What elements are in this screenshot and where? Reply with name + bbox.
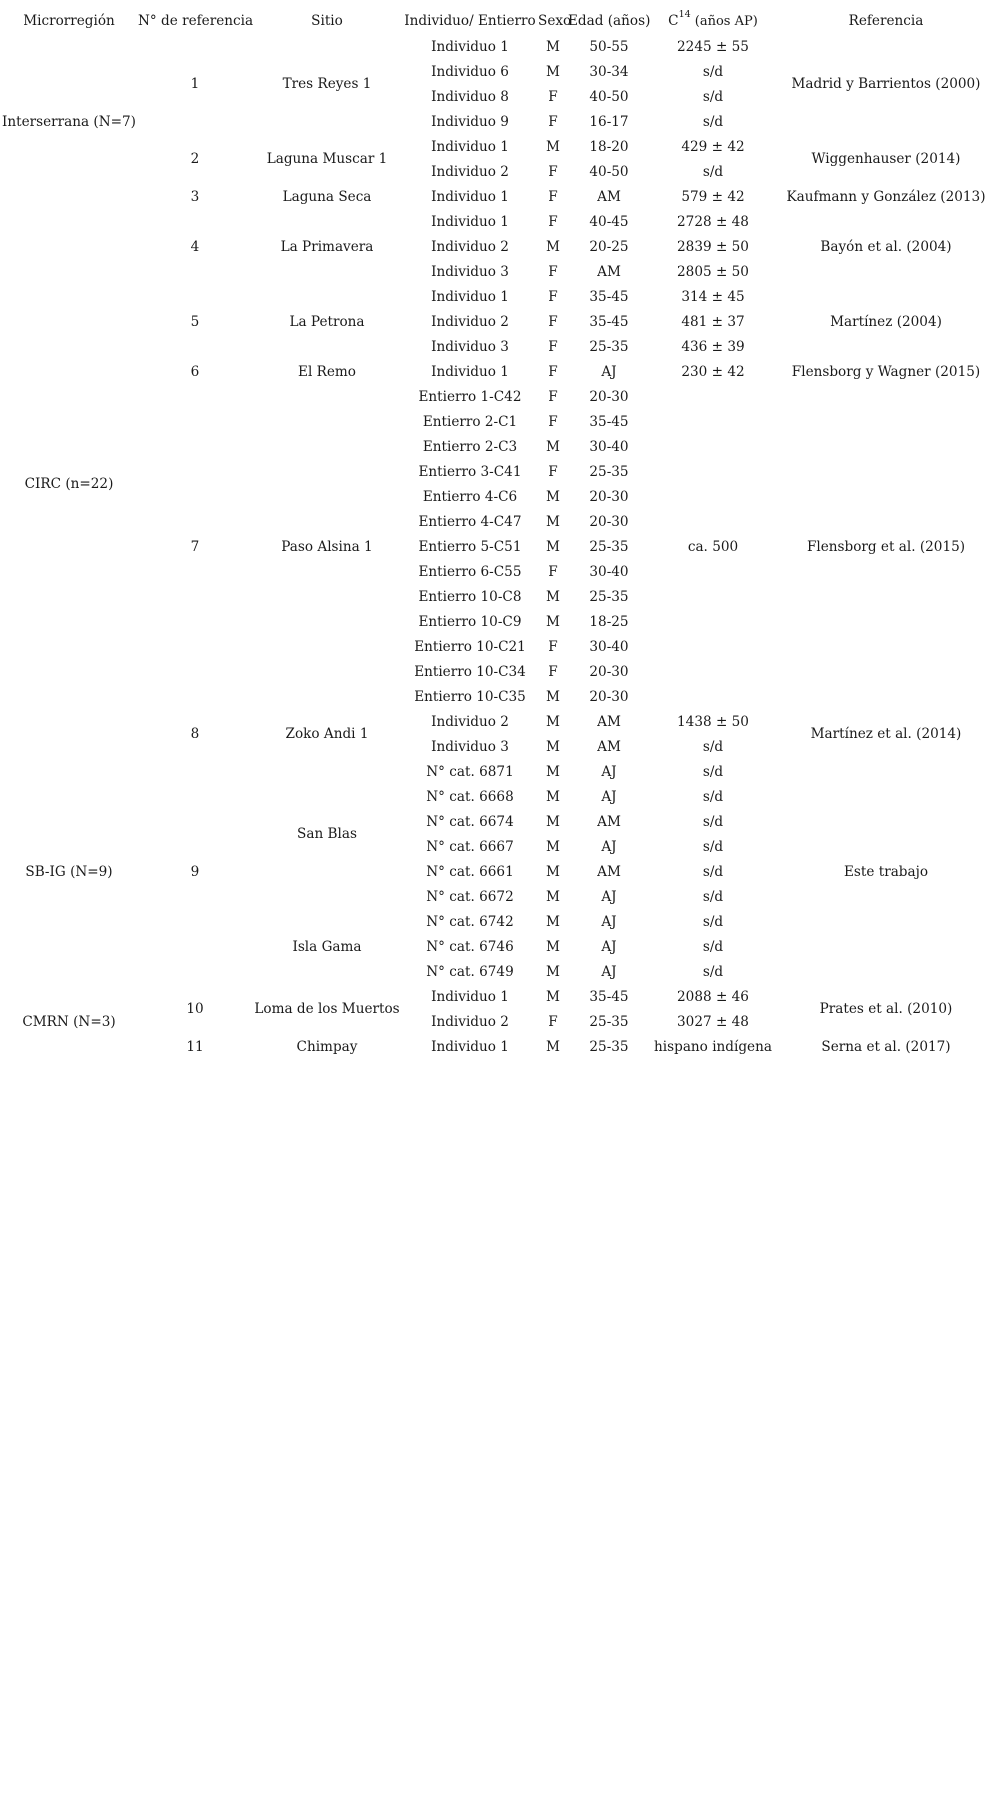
individual-cell: Individuo 1 (431, 213, 509, 230)
sex-cell: M (546, 238, 560, 255)
individual-cell: Entierro 10-C34 (414, 663, 526, 680)
individual-cell: Individuo 1 (431, 1038, 509, 1055)
table-row (0, 185, 996, 210)
sex-cell: F (548, 88, 558, 105)
age-cell: AM (597, 813, 621, 830)
individual-cell: Individuo 2 (431, 238, 509, 255)
site-cell: La Petrona (289, 313, 365, 330)
header-sex: Sexo (538, 12, 572, 29)
site-cell: Laguna Muscar 1 (266, 151, 388, 168)
individual-cell: Individuo 6 (431, 63, 509, 80)
individual-cell: Individuo 1 (431, 363, 509, 380)
header-microregion: Microrregión (23, 12, 115, 29)
site-cell: La Primavera (280, 238, 374, 255)
sex-cell: M (546, 588, 560, 605)
individual-cell: Individuo 3 (431, 263, 509, 280)
individual-cell: Individuo 3 (431, 338, 509, 355)
table-row (0, 760, 996, 785)
individual-cell: N° cat. 6661 (426, 863, 514, 880)
sex-cell: F (548, 288, 558, 305)
c14-cell: 429 ± 42 (681, 138, 745, 155)
sex-cell: M (546, 788, 560, 805)
reference-cell: Wiggenhauser (2014) (811, 151, 961, 168)
site-cell: Laguna Seca (282, 188, 372, 205)
individual-cell: Entierro 2-C1 (422, 413, 518, 430)
individual-cell: N° cat. 6749 (426, 963, 514, 980)
individual-cell: Entierro 4-C6 (422, 488, 518, 505)
individual-cell: Entierro 1-C42 (418, 388, 522, 405)
individual-cell: Individuo 1 (431, 188, 509, 205)
age-cell: 20-30 (589, 663, 629, 680)
age-cell: 25-35 (589, 538, 629, 555)
age-cell: AJ (601, 963, 617, 980)
age-cell: 50-55 (589, 38, 629, 55)
sex-cell: F (548, 413, 558, 430)
age-cell: AM (597, 188, 621, 205)
c14-cell: 1438 ± 50 (677, 713, 749, 730)
c14-cell: s/d (702, 838, 724, 855)
age-cell: 25-35 (589, 588, 629, 605)
sex-cell: M (546, 513, 560, 530)
sex-cell: M (546, 538, 560, 555)
ref-number-cell: 9 (190, 863, 200, 880)
site-cell: Tres Reyes 1 (282, 76, 372, 93)
individual-cell: Individuo 9 (431, 113, 509, 130)
age-cell: 35-45 (589, 313, 629, 330)
age-cell: 40-50 (589, 163, 629, 180)
c14-cell: s/d (702, 963, 724, 980)
individual-cell: Individuo 8 (431, 88, 509, 105)
sex-cell: F (548, 638, 558, 655)
individual-cell: N° cat. 6674 (426, 813, 514, 830)
header-c14 (650, 8, 776, 35)
c14-cell: s/d (702, 863, 724, 880)
sex-cell: F (548, 338, 558, 355)
table-row (0, 1035, 996, 1060)
table-row (0, 135, 996, 160)
microregion-cell: CMRN (N=3) (22, 1013, 116, 1030)
c14-cell: 3027 ± 48 (677, 1013, 749, 1030)
sex-cell: M (546, 813, 560, 830)
table-row (0, 385, 996, 410)
reference-cell: Flensborg et al. (2015) (806, 538, 966, 555)
c14-cell: 2728 ± 48 (677, 213, 749, 230)
sex-cell: F (548, 1013, 558, 1030)
age-cell: 20-25 (589, 238, 629, 255)
individual-cell: Individuo 1 (431, 288, 509, 305)
age-cell: 18-25 (589, 613, 629, 630)
age-cell: 40-45 (589, 213, 629, 230)
individual-cell: Individuo 1 (431, 138, 509, 155)
sex-cell: F (548, 213, 558, 230)
individual-cell: N° cat. 6667 (426, 838, 514, 855)
reference-cell: Este trabajo (844, 863, 928, 880)
individual-cell: Individuo 3 (431, 738, 509, 755)
individual-cell: Entierro 10-C8 (418, 588, 522, 605)
header-row (0, 8, 996, 35)
c14-cell: s/d (702, 113, 724, 130)
sex-cell: F (548, 363, 558, 380)
age-cell: 30-40 (589, 438, 629, 455)
microregion-cell: CIRC (n=22) (24, 476, 114, 493)
sex-cell: M (546, 938, 560, 955)
sex-cell: M (546, 738, 560, 755)
reference-cell: Kaufmann y González (2013) (786, 188, 986, 205)
c14-cell: s/d (702, 813, 724, 830)
c14-cell: 436 ± 39 (681, 338, 745, 355)
sex-cell: M (546, 713, 560, 730)
age-cell: 25-35 (589, 338, 629, 355)
table-body (0, 35, 996, 1060)
age-cell: 30-40 (589, 563, 629, 580)
c14-cell: s/d (702, 738, 724, 755)
sex-cell: M (546, 38, 560, 55)
c14-cell: 230 ± 42 (681, 363, 745, 380)
c14-cell: 579 ± 42 (681, 188, 745, 205)
ref-number-cell: 3 (190, 188, 200, 205)
microregion-cell: SB-IG (N=9) (25, 863, 113, 880)
sex-cell: M (546, 613, 560, 630)
site-cell: Zoko Andi 1 (285, 726, 369, 743)
ref-number-cell: 1 (190, 76, 200, 93)
ref-number-cell: 5 (190, 313, 200, 330)
age-cell: 25-35 (589, 1038, 629, 1055)
ref-number-cell: 6 (190, 363, 200, 380)
individual-cell: Entierro 4-C47 (418, 513, 522, 530)
c14-cell: 481 ± 37 (681, 313, 745, 330)
sex-cell: M (546, 913, 560, 930)
age-cell: 18-20 (589, 138, 629, 155)
individual-cell: Entierro 3-C41 (418, 463, 522, 480)
sex-cell: M (546, 863, 560, 880)
table-header (0, 8, 996, 35)
site-cell: El Remo (298, 363, 356, 380)
sex-cell: F (548, 663, 558, 680)
sex-cell: F (548, 463, 558, 480)
table-row (0, 35, 996, 60)
c14-cell: ca. 500 (687, 538, 739, 555)
individual-cell: Entierro 2-C3 (422, 438, 518, 455)
age-cell: 30-34 (589, 63, 629, 80)
individual-cell: Entierro 10-C21 (414, 638, 526, 655)
table-row (0, 985, 996, 1010)
table-row (0, 210, 996, 235)
age-cell: AM (597, 863, 621, 880)
age-cell: 30-40 (589, 638, 629, 655)
c14-cell: hispano indígena (654, 1038, 772, 1055)
c14-cell: s/d (702, 88, 724, 105)
sex-cell: M (546, 988, 560, 1005)
age-cell: 20-30 (589, 388, 629, 405)
sex-cell: M (546, 763, 560, 780)
c14-cell: s/d (702, 163, 724, 180)
site-cell: Chimpay (296, 1038, 358, 1055)
age-cell: AJ (601, 363, 617, 380)
c14-cell: 2088 ± 46 (677, 988, 749, 1005)
sex-cell: M (546, 888, 560, 905)
reference-cell: Serna et al. (2017) (821, 1038, 951, 1055)
ref-number-cell: 10 (186, 1001, 204, 1018)
age-cell: 20-30 (589, 488, 629, 505)
table-row (0, 285, 996, 310)
individual-cell: N° cat. 6668 (426, 788, 514, 805)
c14-cell: s/d (702, 788, 724, 805)
sex-cell: F (548, 163, 558, 180)
ref-number-cell: 2 (190, 151, 200, 168)
individual-cell: N° cat. 6746 (426, 938, 514, 955)
age-cell: 35-45 (589, 413, 629, 430)
site-cell: Isla Gama (292, 938, 362, 955)
header-c14-superscript: 14 (678, 9, 691, 21)
sex-cell: M (546, 1038, 560, 1055)
individual-cell: Individuo 1 (431, 38, 509, 55)
sex-cell: M (546, 488, 560, 505)
c14-cell: 2839 ± 50 (677, 238, 749, 255)
age-cell: AJ (601, 788, 617, 805)
age-cell: 20-30 (589, 513, 629, 530)
site-cell: Loma de los Muertos (254, 1001, 400, 1018)
age-cell: AM (597, 738, 621, 755)
c14-cell: 2245 ± 55 (677, 38, 749, 55)
age-cell: AM (597, 713, 621, 730)
sex-cell: F (548, 263, 558, 280)
age-cell: 40-50 (589, 88, 629, 105)
individual-cell: N° cat. 6742 (426, 913, 514, 930)
individual-cell: Individuo 1 (431, 988, 509, 1005)
ref-number-cell: 4 (190, 238, 200, 255)
sex-cell: M (546, 963, 560, 980)
ref-number-cell: 7 (190, 538, 200, 555)
header-c14-unit: (años AP) (690, 13, 758, 29)
sex-cell: M (546, 438, 560, 455)
c14-cell: s/d (702, 763, 724, 780)
c14-cell: s/d (702, 63, 724, 80)
reference-cell: Prates et al. (2010) (819, 1001, 953, 1018)
individual-cell: Individuo 2 (431, 1013, 509, 1030)
individual-cell: Entierro 6-C55 (418, 563, 522, 580)
sex-cell: M (546, 63, 560, 80)
sex-cell: M (546, 688, 560, 705)
site-cell: San Blas (297, 826, 357, 843)
age-cell: 25-35 (589, 1013, 629, 1030)
reference-cell: Flensborg y Wagner (2015) (791, 363, 981, 380)
c14-cell: 2805 ± 50 (677, 263, 749, 280)
sex-cell: F (548, 388, 558, 405)
reference-cell: Martínez et al. (2014) (810, 726, 962, 743)
microregion-cell: Interserrana (N=7) (2, 113, 136, 130)
sex-cell: M (546, 838, 560, 855)
header-reference: Referencia (848, 12, 924, 29)
reference-cell: Madrid y Barrientos (2000) (791, 76, 981, 93)
header-c14-base: C (668, 12, 679, 29)
age-cell: AM (597, 263, 621, 280)
c14-cell: s/d (702, 913, 724, 930)
age-cell: AJ (601, 913, 617, 930)
age-cell: 25-35 (589, 463, 629, 480)
header-ref-number: N° de referencia (138, 12, 254, 29)
age-cell: 20-30 (589, 688, 629, 705)
header-site: Sitio (311, 12, 343, 29)
c14-cell: 314 ± 45 (681, 288, 745, 305)
age-cell: 35-45 (589, 288, 629, 305)
age-cell: AJ (601, 838, 617, 855)
sex-cell: F (548, 113, 558, 130)
ref-number-cell: 11 (186, 1038, 204, 1055)
sex-cell: M (546, 138, 560, 155)
age-cell: 16-17 (589, 113, 629, 130)
burial-data-table (0, 8, 996, 1060)
sex-cell: F (548, 313, 558, 330)
age-cell: AJ (601, 763, 617, 780)
sex-cell: F (548, 188, 558, 205)
individual-cell: Individuo 2 (431, 313, 509, 330)
header-age: Edad (años) (568, 12, 651, 29)
age-cell: 35-45 (589, 988, 629, 1005)
table-row (0, 360, 996, 385)
age-cell: AJ (601, 888, 617, 905)
c14-cell: s/d (702, 938, 724, 955)
reference-cell: Bayón et al. (2004) (820, 238, 952, 255)
individual-cell: N° cat. 6672 (426, 888, 514, 905)
table-row (0, 710, 996, 735)
individual-cell: Entierro 5-C51 (418, 538, 522, 555)
site-cell: Paso Alsina 1 (281, 538, 373, 555)
individual-cell: Entierro 10-C9 (418, 613, 522, 630)
individual-cell: Individuo 2 (431, 713, 509, 730)
sex-cell: F (548, 563, 558, 580)
individual-cell: N° cat. 6871 (426, 763, 514, 780)
age-cell: AJ (601, 938, 617, 955)
header-individual: Individuo/ Entierro (404, 12, 536, 29)
reference-cell: Martínez (2004) (830, 313, 942, 330)
individual-cell: Entierro 10-C35 (414, 688, 526, 705)
c14-cell: s/d (702, 888, 724, 905)
individual-cell: Individuo 2 (431, 163, 509, 180)
ref-number-cell: 8 (190, 726, 200, 743)
